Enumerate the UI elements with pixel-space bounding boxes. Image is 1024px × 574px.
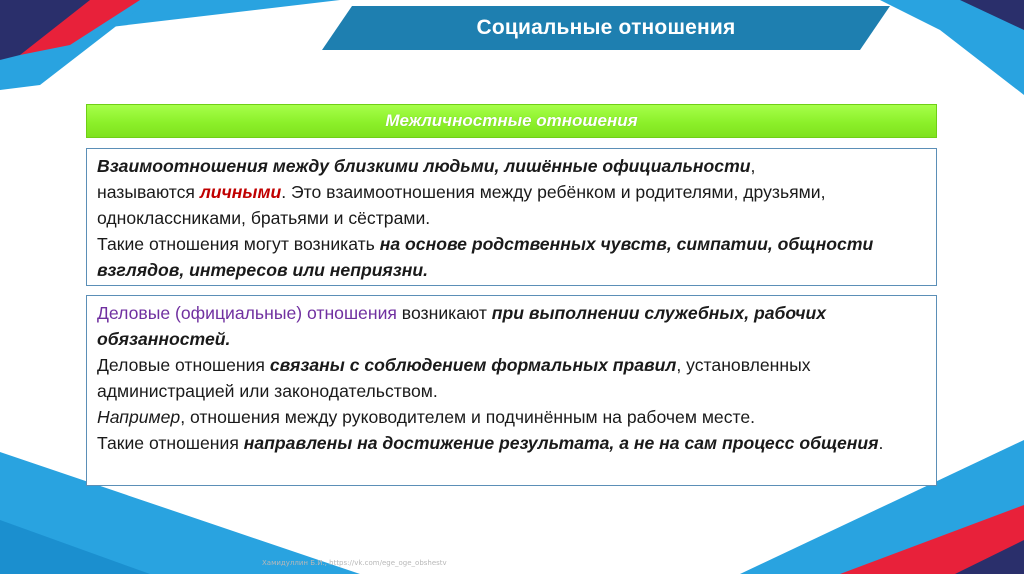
business-paragraph-4	[97, 430, 926, 456]
personal-text-after: . Это взаимоотношения между ребёнком и родителями, друзьями, одноклассниками, братьями и сёстрами.	[97, 182, 826, 228]
business-relations-box	[86, 295, 937, 486]
business-paragraph-1	[97, 300, 926, 352]
business-example-text: , отношения между руководителем и подчинённым на рабочем месте.	[180, 407, 756, 427]
business-paragraph-2	[97, 352, 926, 404]
personal-relations-box	[86, 148, 937, 286]
personal-text-before: называются	[97, 182, 200, 202]
business-text-middle: возникают	[396, 303, 492, 323]
personal-comma: ,	[750, 156, 756, 176]
section-header-text: Межличностные отношения	[385, 111, 638, 130]
personal-paragraph-3	[97, 231, 926, 283]
personal-basis-emphasis: на основе родственных чувств, симпатии, общности взглядов, интересов или неприязни.	[97, 234, 874, 280]
personal-paragraph-2	[97, 179, 926, 231]
personal-paragraph-1	[97, 153, 926, 179]
business-rules-before: Деловые отношения	[97, 355, 270, 375]
section-header-bar	[86, 104, 937, 138]
business-paragraph-3	[97, 404, 926, 430]
business-definition-emphasis: при выполнении служебных, рабочих обязанностей.	[97, 303, 827, 349]
business-term-highlight: Деловые (официальные) отношения	[97, 303, 397, 323]
business-goal-after: .	[878, 433, 884, 453]
footer-credit: Хамидуллин Б.И., https://vk.com/ege_oge_obshestv	[262, 559, 447, 567]
page-title: Социальные отношения	[476, 16, 736, 39]
business-example-label: Например	[97, 407, 181, 427]
business-rules-emphasis: связаны с соблюдением формальных правил	[269, 355, 677, 375]
business-goal-emphasis: направлены на достижение результата, а не на сам процесс общения	[243, 433, 879, 453]
personal-definition-emphasis: Взаимоотношения между близкими людьми, лишённые официальности	[97, 156, 751, 176]
personal-basis-before: Такие отношения могут возникать	[97, 234, 380, 254]
business-goal-before: Такие отношения	[97, 433, 244, 453]
personal-term-highlight: личными	[199, 182, 282, 202]
business-rules-after: , установленных администрацией или законодательством.	[97, 355, 811, 401]
